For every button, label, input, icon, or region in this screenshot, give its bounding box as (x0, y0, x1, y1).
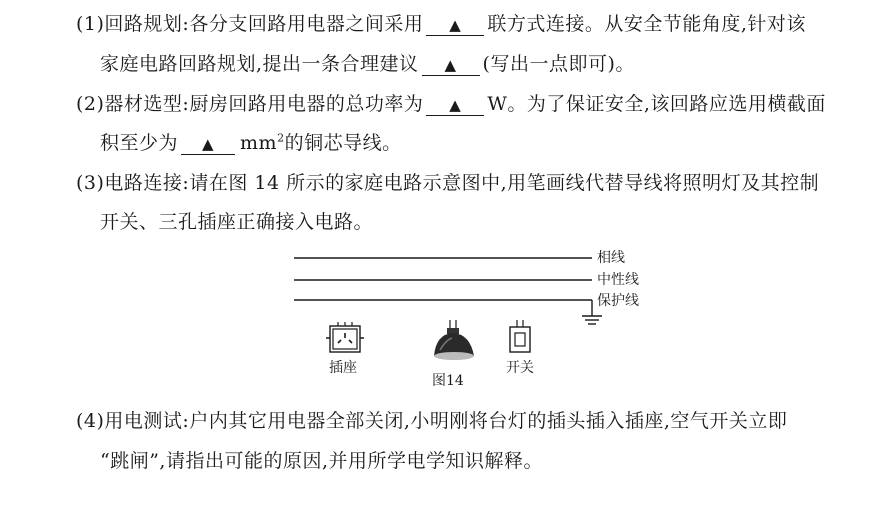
q1-prefix: (1)回路规划:各分支回路用电器之间采用 (76, 13, 424, 35)
q2-unit2-sup: 2 (277, 131, 285, 145)
q2-blank1: ▲ (426, 94, 484, 116)
q4-line2: “跳闸”,请指出可能的原因,并用所学电学知识解释。 (100, 450, 544, 472)
switch-label: 开关 (506, 360, 534, 376)
q4-line1: (4)用电测试:户内其它用电器全部关闭,小明刚将台灯的插头插入插座,空气开关立即 (76, 410, 788, 432)
q2-unit1: W。为了保证安全,该回路应选用横截面 (487, 93, 826, 115)
light-bulb-icon (434, 320, 474, 360)
figure-caption: 图14 (432, 373, 464, 389)
switch-icon (510, 320, 530, 352)
q2-line2-suffix: 的铜芯导线。 (284, 132, 402, 154)
neutral-wire-label: 中性线 (597, 272, 639, 288)
three-pin-socket-icon (326, 322, 364, 352)
q2-unit2: mm (240, 132, 278, 154)
q1-blank1: ▲ (426, 14, 484, 36)
q2-line2-prefix: 积至少为 (100, 132, 179, 154)
q1-line2-prefix: 家庭电路回路规划,提出一条合理建议 (100, 53, 419, 75)
ground-wire-label: 保护线 (597, 293, 639, 309)
live-wire-label: 相线 (597, 250, 625, 266)
q1-mid: 联方式连接。从安全节能角度,针对该 (487, 13, 806, 35)
socket-label: 插座 (329, 360, 357, 376)
q2-blank2: ▲ (181, 133, 235, 155)
q1-line2-suffix: (写出一点即可)。 (482, 53, 635, 75)
q1-blank2: ▲ (422, 54, 480, 76)
q3-line1: (3)电路连接:请在图 14 所示的家庭电路示意图中,用笔画线代替导线将照明灯及其控制 (76, 172, 820, 194)
q2-prefix: (2)器材选型:厨房回路用电器的总功率为 (76, 93, 424, 115)
q3-line2: 开关、三孔插座正确接入电路。 (100, 211, 374, 233)
